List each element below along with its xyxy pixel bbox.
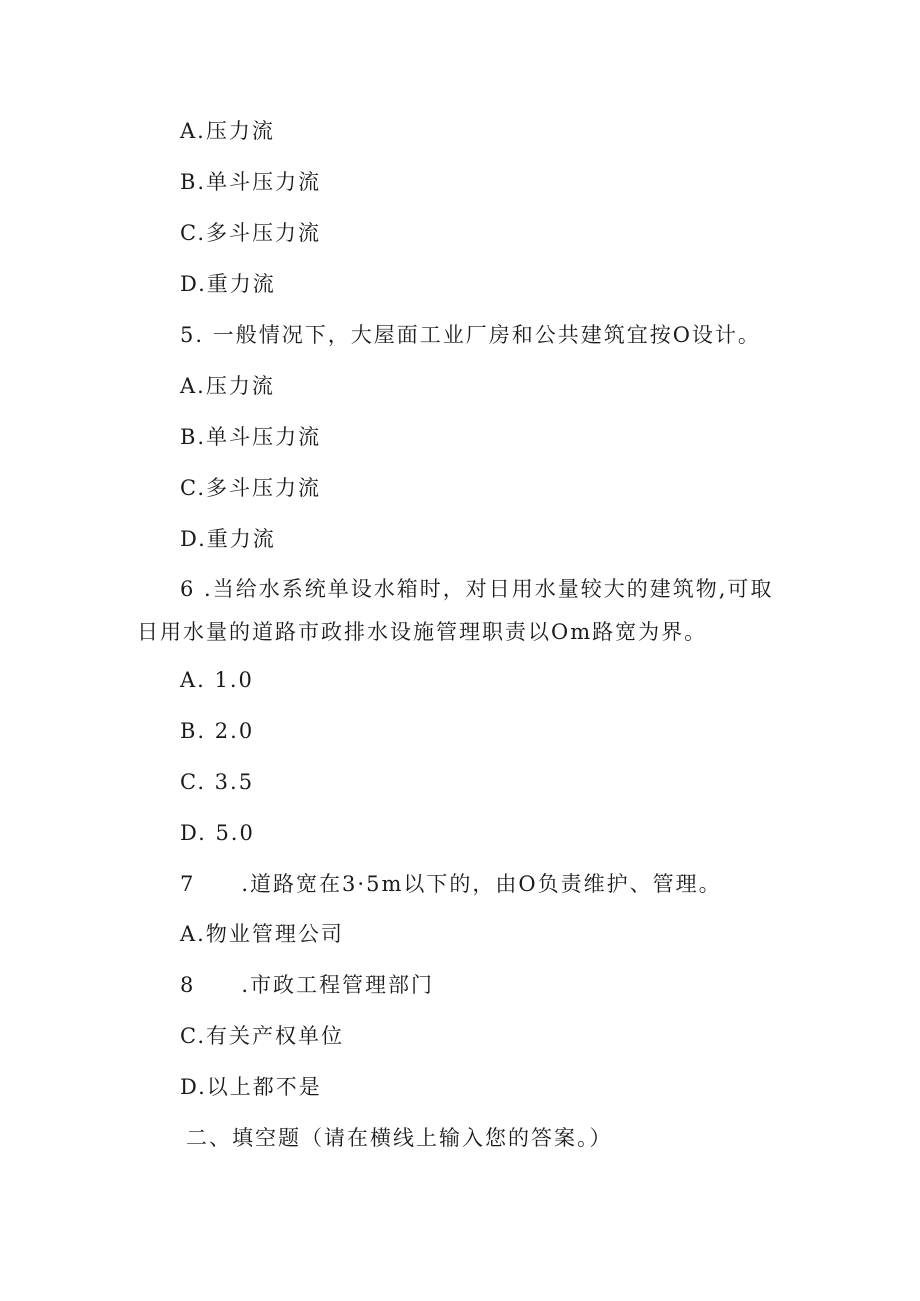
question-5: 5. 一般情况下，大屋面工业厂房和公共建筑宜按O设计。 <box>180 323 761 347</box>
option-a: A.物业管理公司 <box>180 922 344 946</box>
question-6-continued: 日用水量的道路市政排水设施管理职责以Om路宽为界。 <box>137 620 708 644</box>
option-c: C.多斗压力流 <box>180 221 321 245</box>
option-a: A. 1.0 <box>180 668 254 692</box>
question-8 <box>180 971 434 999</box>
option-d: D. 5.0 <box>180 821 255 845</box>
question-text: .市政工程管理部门 <box>241 973 435 997</box>
option-d: D.重力流 <box>180 527 276 551</box>
section-heading: 二、填空题（请在横线上输入您的答案。） <box>186 1126 613 1150</box>
option-a: A.压力流 <box>180 119 275 143</box>
option-b: B. 2.0 <box>180 719 255 743</box>
option-c: C. 3.5 <box>180 770 255 794</box>
option-b: B.单斗压力流 <box>180 425 322 449</box>
question-6: 6 .当给水系统单设水箱时，对日用水量较大的建筑物,可取 <box>180 577 774 601</box>
question-number: 7 <box>180 872 196 896</box>
question-7 <box>180 870 722 898</box>
question-number: 8 <box>180 973 196 997</box>
option-c: C.有关产权单位 <box>180 1024 344 1048</box>
option-c: C.多斗压力流 <box>180 476 321 500</box>
option-a: A.压力流 <box>180 374 275 398</box>
question-text: .道路宽在3·5m以下的，由O负责维护、管理。 <box>241 872 722 896</box>
option-d: D.以上都不是 <box>180 1075 322 1099</box>
option-b: B.单斗压力流 <box>180 170 322 194</box>
option-d: D.重力流 <box>180 272 276 296</box>
